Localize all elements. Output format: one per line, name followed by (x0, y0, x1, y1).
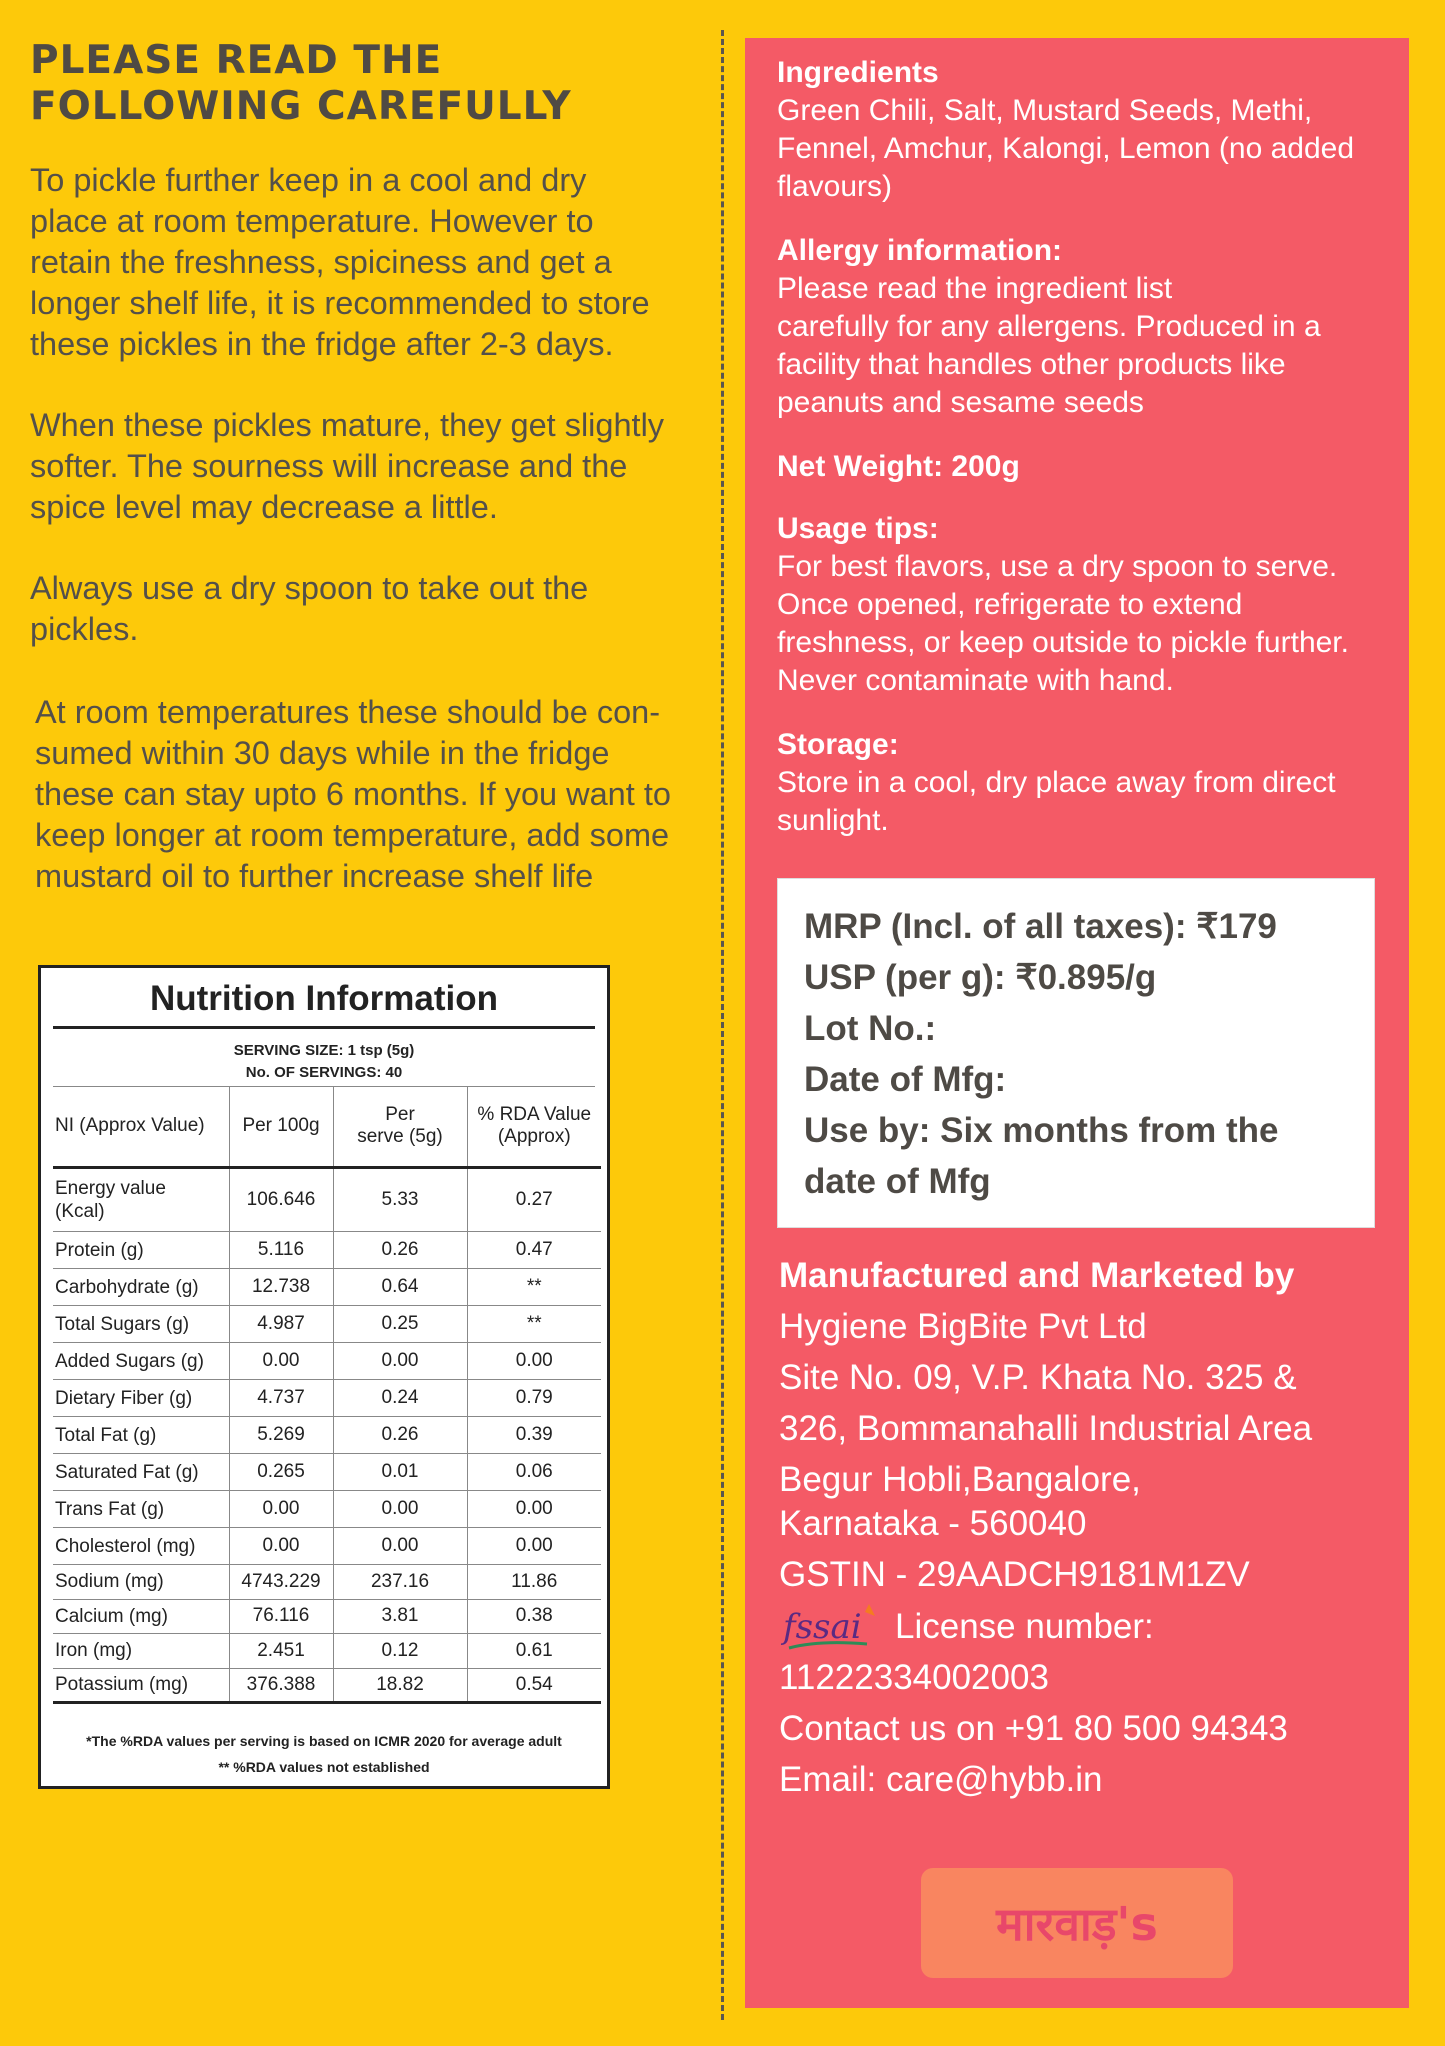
nutrition-row (53, 1491, 601, 1528)
per-serve-value: 5.33 (333, 1168, 467, 1232)
license-row (779, 1600, 1399, 1652)
rda-value: 0.38 (467, 1599, 601, 1634)
usage-text: For best flavors, use a dry spoon to serve. Once opened, refrigerate to extend freshness, or keep outside to pickle further. Never contaminate with hand. (777, 550, 1349, 697)
gstin: GSTIN - 29AADCH9181M1ZV (779, 1555, 1250, 1594)
contact-phone: Contact us on +91 80 500 94343 (779, 1709, 1288, 1748)
rda-value: 0.00 (467, 1491, 601, 1528)
per-100g-value: 12.738 (229, 1269, 333, 1306)
rda-value: 0.00 (467, 1528, 601, 1565)
brand-logo-badge (921, 1868, 1233, 1978)
per-100g-value: 4.737 (229, 1380, 333, 1417)
header-per-serve: Per serve (5g) (333, 1086, 467, 1168)
nutrition-title: Nutrition Information (149, 979, 498, 1018)
lot-number: Lot No.: (804, 1009, 937, 1048)
per-100g-value: 2.451 (229, 1634, 333, 1669)
storage-text: Store in a cool, dry place away from direct sunlight. (777, 766, 1336, 837)
heading-line-2: FOLLOWING CAREFULLY (30, 84, 572, 129)
mrp: MRP (Incl. of all taxes): ₹179 (804, 907, 1277, 946)
per-100g-value: 376.388 (229, 1668, 333, 1703)
per-serve-value: 0.00 (333, 1343, 467, 1380)
dashed-divider (721, 30, 724, 2020)
nutrient-name: Cholesterol (mg) (53, 1528, 229, 1565)
serving-info (41, 1040, 607, 1084)
nutrient-name: Iron (mg) (53, 1634, 229, 1669)
info-panel (745, 38, 1409, 2008)
rda-value: ** (467, 1306, 601, 1343)
nutrient-name: Protein (g) (53, 1232, 229, 1269)
nutrient-name: Carbohydrate (g) (53, 1269, 229, 1306)
footnote-rda: ** %RDA values not established (218, 1759, 430, 1775)
per-serve-value: 3.81 (333, 1599, 467, 1634)
rda-value: ** (467, 1269, 601, 1306)
rda-value: 0.00 (467, 1343, 601, 1380)
per-serve-value: 237.16 (333, 1565, 467, 1600)
rda-value: 0.61 (467, 1634, 601, 1669)
serving-size: SERVING SIZE: 1 tsp (5g) (233, 1042, 415, 1059)
storage-section (777, 726, 1397, 840)
usage-section (777, 510, 1397, 700)
nutrition-row (53, 1417, 601, 1454)
allergy-text: Please read the ingredient list carefully for any allergens. Produced in a facility that handles other products like peanuts and sesame seeds (777, 272, 1321, 419)
per-serve-value: 0.26 (333, 1232, 467, 1269)
paragraph-maturing: When these pickles mature, they get slightly softer. The sourness will increase and the spice level may decrease a little. (30, 407, 665, 525)
company-name: Hygiene BigBite Pvt Ltd (779, 1307, 1147, 1346)
brand-logo-text: मारवाड़'s (996, 1897, 1158, 1951)
nutrient-name: Added Sugars (g) (53, 1343, 229, 1380)
nutrient-name: Sodium (mg) (53, 1565, 229, 1600)
price-box (777, 878, 1375, 1228)
fssai-logo-text: fssai (783, 1607, 862, 1647)
per-serve-value: 0.26 (333, 1417, 467, 1454)
rda-value: 0.27 (467, 1168, 601, 1232)
nutrition-row (53, 1232, 601, 1269)
nutrition-row (53, 1528, 601, 1565)
nutrition-row (53, 1269, 601, 1306)
nutrition-row (53, 1668, 601, 1703)
net-weight: Net Weight: 200g (777, 450, 1020, 483)
nutrition-row (53, 1306, 601, 1343)
nutrition-footnotes (41, 1728, 607, 1780)
rda-value: 0.47 (467, 1232, 601, 1269)
fssai-logo-icon (779, 1600, 879, 1652)
per-100g-value: 4743.229 (229, 1565, 333, 1600)
ingredients-section (777, 54, 1397, 206)
address-line-1: Site No. 09, V.P. Khata No. 325 & (779, 1358, 1297, 1397)
nutrition-information-panel (38, 965, 610, 1789)
usp: USP (per g): ₹0.895/g (804, 958, 1157, 997)
nutrient-name: Calcium (mg) (53, 1599, 229, 1634)
per-100g-value: 0.00 (229, 1491, 333, 1528)
header-ni: NI (Approx Value) (53, 1086, 229, 1168)
page-heading (30, 38, 710, 130)
title-rule (53, 1026, 595, 1029)
net-weight-section (777, 448, 1397, 486)
nutrient-name: Energy value (Kcal) (53, 1168, 229, 1232)
nutrient-name: Saturated Fat (g) (53, 1454, 229, 1491)
header-rda: % RDA Value (Approx) (467, 1086, 601, 1168)
rda-value: 11.86 (467, 1565, 601, 1600)
per-serve-value: 0.12 (333, 1634, 467, 1669)
allergy-section (777, 232, 1397, 422)
rda-value: 0.79 (467, 1380, 601, 1417)
nutrient-name: Dietary Fiber (g) (53, 1380, 229, 1417)
nutrition-rows (53, 1168, 601, 1703)
manufacturer-title: Manufactured and Marketed by (779, 1256, 1295, 1295)
footnote-icmr: *The %RDA values per serving is based on ICMR 2020 for average adult (86, 1733, 562, 1749)
manufacturer-section (779, 1250, 1399, 1805)
nutrition-row (53, 1343, 601, 1380)
nutrition-table (53, 1086, 601, 1704)
address-line-3: Begur Hobli,Bangalore, Karnataka - 560040 (779, 1460, 1141, 1543)
use-by: Use by: Six months from the date of Mfg (804, 1111, 1279, 1201)
nutrition-row (53, 1168, 601, 1232)
address-line-2: 326, Bommanahalli Industrial Area (779, 1409, 1313, 1448)
header-per-100g: Per 100g (229, 1086, 333, 1168)
rda-value: 0.54 (467, 1668, 601, 1703)
rda-value: 0.39 (467, 1417, 601, 1454)
left-column (30, 38, 710, 897)
nutrient-name: Potassium (mg) (53, 1668, 229, 1703)
per-serve-value: 0.00 (333, 1491, 467, 1528)
per-serve-value: 0.25 (333, 1306, 467, 1343)
per-serve-value: 18.82 (333, 1668, 467, 1703)
nutrition-row (53, 1599, 601, 1634)
per-100g-value: 4.987 (229, 1306, 333, 1343)
per-100g-value: 5.269 (229, 1417, 333, 1454)
nutrition-row (53, 1565, 601, 1600)
storage-label: Storage: (777, 728, 899, 761)
ingredients-label: Ingredients (777, 56, 939, 89)
license-label: License number: (895, 1606, 1154, 1646)
paragraph-storage: To pickle further keep in a cool and dry place at room temperature. However to retain the freshness, spiciness and get a longer shelf life, it is recommended to store these pickles in the fridge after 2-3 days. (30, 162, 650, 362)
usage-label: Usage tips: (777, 512, 939, 545)
per-100g-value: 0.00 (229, 1343, 333, 1380)
nutrient-name: Total Fat (g) (53, 1417, 229, 1454)
per-100g-value: 0.265 (229, 1454, 333, 1491)
number-of-servings: No. OF SERVINGS: 40 (245, 1064, 403, 1081)
nutrient-name: Trans Fat (g) (53, 1491, 229, 1528)
ingredients-text: Green Chili, Salt, Mustard Seeds, Methi, Fennel, Amchur, Kalongi, Lemon (no added flavours) (777, 94, 1355, 203)
nutrition-row (53, 1454, 601, 1491)
nutrition-header-row (53, 1086, 601, 1168)
per-serve-value: 0.64 (333, 1269, 467, 1306)
per-serve-value: 0.24 (333, 1380, 467, 1417)
per-100g-value: 76.116 (229, 1599, 333, 1634)
nutrition-row (53, 1634, 601, 1669)
contact-email: Email: care@hybb.in (779, 1760, 1103, 1799)
license-number: 11222334002003 (779, 1658, 1049, 1697)
nutrient-name: Total Sugars (g) (53, 1306, 229, 1343)
heading-line-1: PLEASE READ THE (30, 38, 443, 83)
per-serve-value: 0.01 (333, 1454, 467, 1491)
nutrition-row (53, 1380, 601, 1417)
allergy-label: Allergy information: (777, 234, 1063, 267)
paragraph-shelf-life: At room temperatures these should be con- sumed within 30 days while in the fridge these can stay upto 6 months. If you want to keep longer at room temperature, add some mustard oil to further increase shelf life (35, 694, 671, 894)
per-100g-value: 5.116 (229, 1232, 333, 1269)
mfg-date: Date of Mfg: (804, 1060, 1007, 1099)
per-serve-value: 0.00 (333, 1528, 467, 1565)
per-100g-value: 106.646 (229, 1168, 333, 1232)
per-100g-value: 0.00 (229, 1528, 333, 1565)
rda-value: 0.06 (467, 1454, 601, 1491)
paragraph-dry-spoon: Always use a dry spoon to take out the pickles. (30, 570, 589, 647)
